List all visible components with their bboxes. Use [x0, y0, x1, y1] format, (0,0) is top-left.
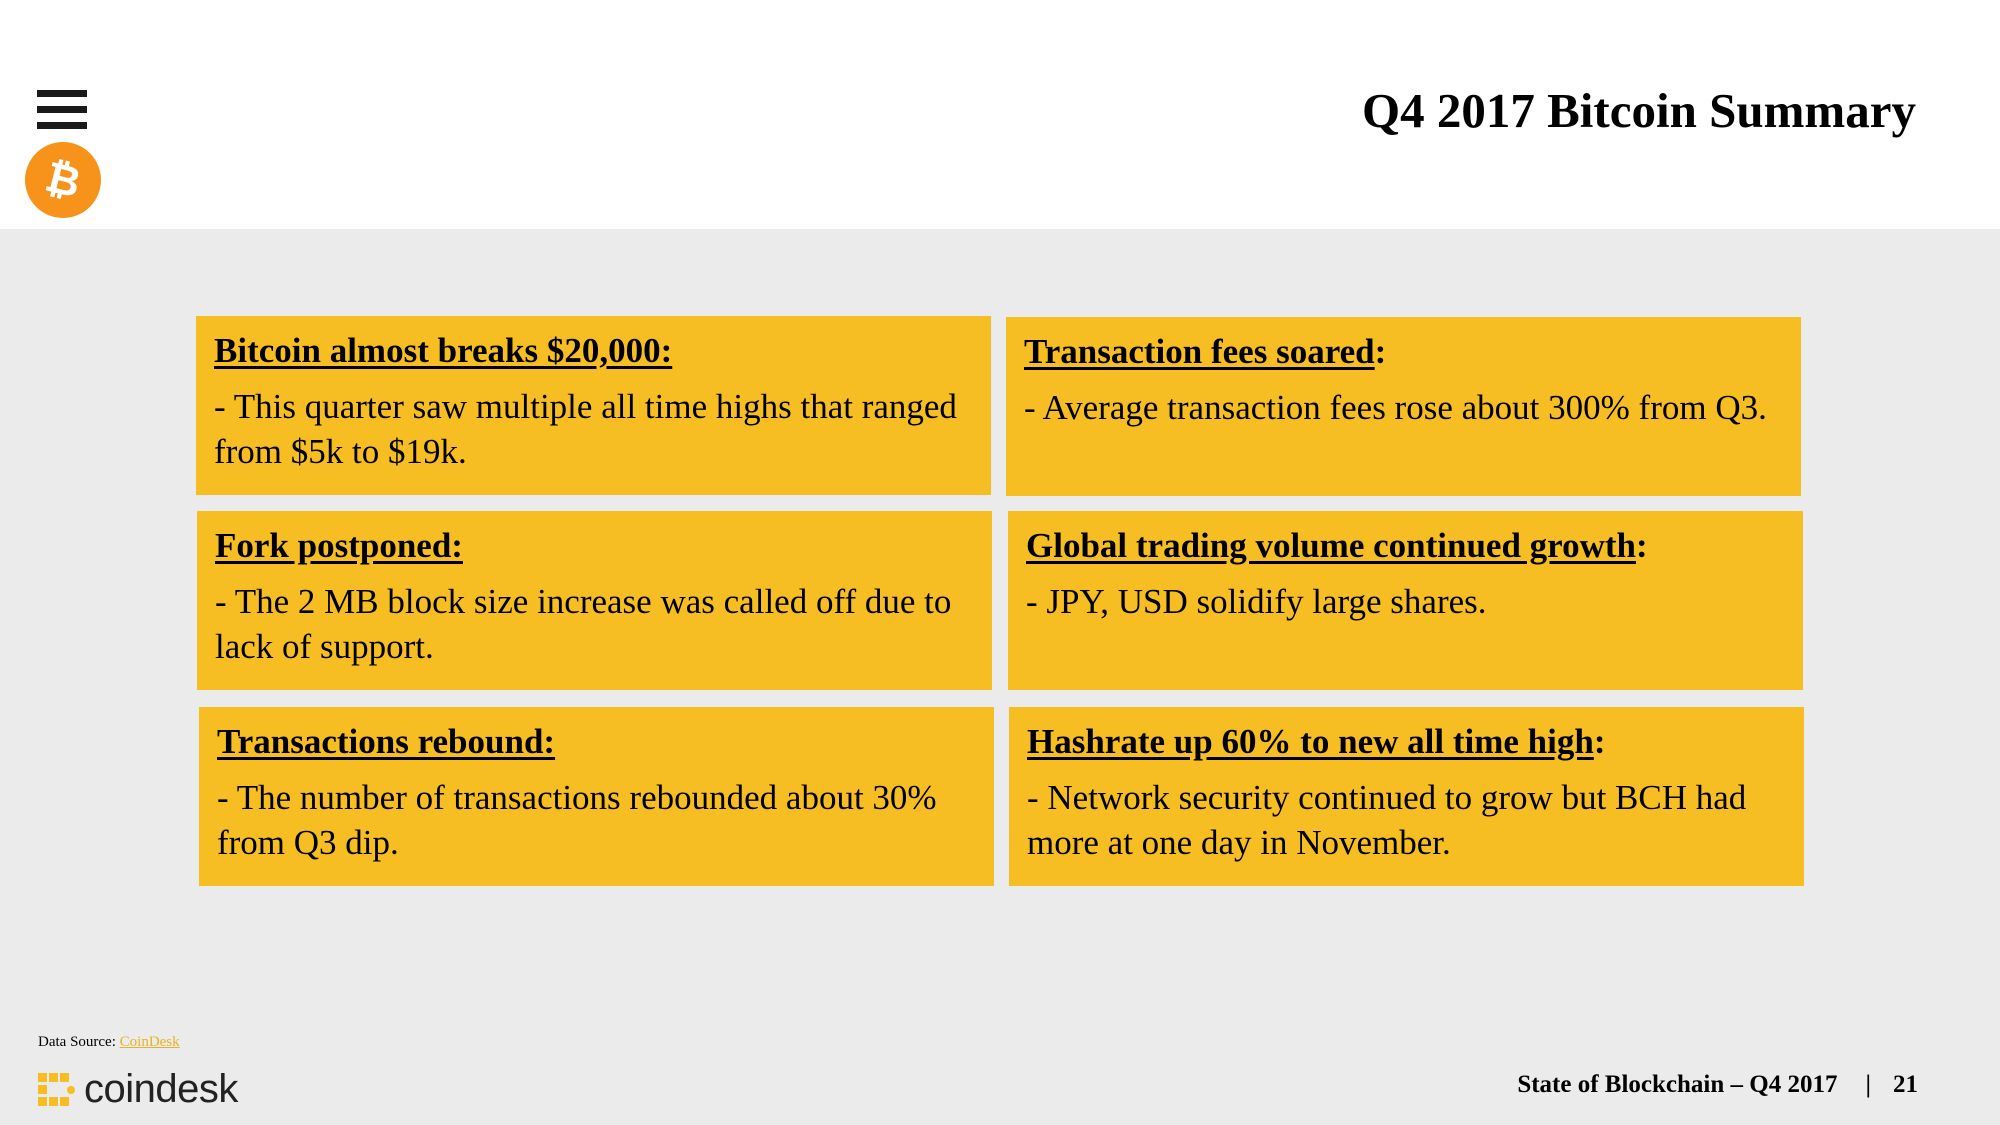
card-body: - This quarter saw multiple all time highs that ranged from $5k to $19k.: [214, 386, 957, 471]
card-body: - The 2 MB block size increase was called off due to lack of support.: [215, 581, 952, 666]
card-title: Bitcoin almost breaks $20,000:: [214, 331, 673, 370]
coindesk-mark-icon: [38, 1071, 76, 1109]
summary-card: [1006, 317, 1801, 496]
card-title: Hashrate up 60% to new all time high:: [1027, 722, 1606, 761]
page-number: 21: [1893, 1071, 1918, 1098]
card-body: - The number of transactions rebounded about 30% from Q3 dip.: [217, 777, 937, 862]
summary-content: [0, 229, 2000, 1125]
slide-header: [0, 0, 2000, 229]
bitcoin-logo-icon: [24, 141, 102, 219]
data-source-label: Data Source:: [38, 1034, 120, 1050]
summary-card: [1008, 511, 1803, 690]
summary-card: [1009, 707, 1804, 886]
bitcoin-glyph: ₿: [40, 151, 86, 208]
card-title: Transactions rebound:: [217, 722, 556, 761]
coindesk-wordmark: coindesk: [84, 1067, 238, 1111]
report-name: State of Blockchain – Q4 2017: [1517, 1071, 1838, 1098]
summary-card: [199, 707, 994, 886]
coindesk-logo: [38, 1067, 238, 1112]
data-source-link[interactable]: CoinDesk: [119, 1034, 180, 1050]
card-title: Transaction fees soared:: [1024, 332, 1387, 371]
data-source: [38, 1034, 180, 1051]
card-body: - JPY, USD solidify large shares.: [1026, 581, 1487, 621]
footer-separator: |: [1865, 1071, 1871, 1098]
summary-card: [196, 316, 991, 495]
card-body: - Average transaction fees rose about 300% from Q3.: [1024, 387, 1767, 427]
page-title: Q4 2017 Bitcoin Summary: [1362, 83, 1916, 138]
menu-icon[interactable]: [37, 90, 87, 130]
card-title: Global trading volume continued growth:: [1026, 526, 1648, 565]
card-title: Fork postponed:: [215, 526, 463, 565]
slide-footer: [1517, 1071, 1918, 1099]
summary-card: [197, 511, 992, 690]
card-body: - Network security continued to grow but BCH had more at one day in November.: [1027, 777, 1747, 862]
